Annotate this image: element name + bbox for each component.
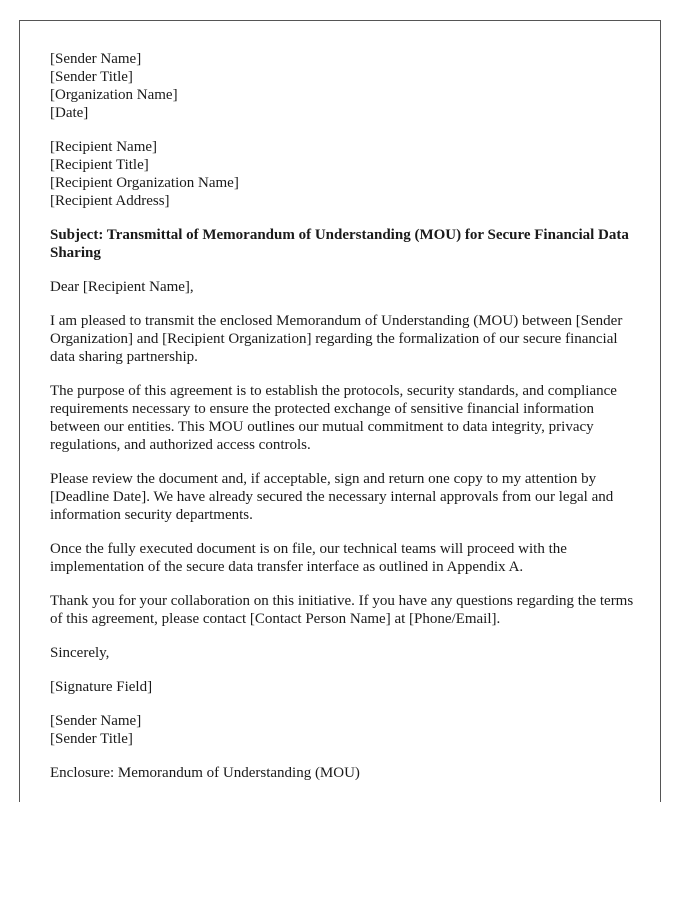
organization-name: [Organization Name]: [50, 87, 178, 103]
sender-title: [Sender Title]: [50, 69, 133, 85]
sender-name: [Sender Name]: [50, 51, 142, 67]
recipient-organization: [Recipient Organization Name]: [50, 175, 239, 191]
body-paragraph-implementation: Once the fully executed document is on file, our technical teams will proceed with the implementation of the secure data transfer interface as outlined in Appendix A.: [50, 541, 567, 575]
closing: Sincerely,: [50, 645, 110, 661]
letter-content: [50, 50, 640, 798]
letter-page: [19, 20, 661, 802]
salutation: Dear [Recipient Name],: [50, 279, 194, 295]
body-paragraph-intro: I am pleased to transmit the enclosed Memorandum of Understanding (MOU) between [Sender Organization] and [Recipient Organization] regarding the formalization of our secure financial data sharing partnership.: [50, 313, 623, 365]
subject-line: Subject: Transmittal of Memorandum of Understanding (MOU) for Secure Financial Data Sharing: [50, 227, 629, 261]
recipient-address: [Recipient Address]: [50, 193, 170, 209]
body-paragraph-review: Please review the document and, if acceptable, sign and return one copy to my attention by [Deadline Date]. We have already secured the necessary internal approvals from our legal and information security departments.: [50, 471, 614, 523]
recipient-name: [Recipient Name]: [50, 139, 158, 155]
enclosure-line: Enclosure: Memorandum of Understanding (MOU): [50, 765, 360, 781]
signoff-block: [50, 712, 640, 748]
letter-date: [Date]: [50, 105, 89, 121]
signoff-sender-title: [Sender Title]: [50, 731, 133, 747]
recipient-block: [50, 138, 640, 210]
signoff-sender-name: [Sender Name]: [50, 713, 142, 729]
recipient-title: [Recipient Title]: [50, 157, 149, 173]
body-paragraph-thanks: Thank you for your collaboration on this initiative. If you have any questions regarding the terms of this agreement, please contact [Contact Person Name] at [Phone/Email].: [50, 593, 634, 627]
signature-field: [Signature Field]: [50, 679, 153, 695]
body-paragraph-purpose: The purpose of this agreement is to establish the protocols, security standards, and compliance requirements necessary to ensure the protected exchange of sensitive financial information between our entities. This MOU outlines our mutual commitment to data integrity, privacy regulations, and authorized access controls.: [50, 383, 617, 453]
sender-block: [50, 50, 640, 122]
